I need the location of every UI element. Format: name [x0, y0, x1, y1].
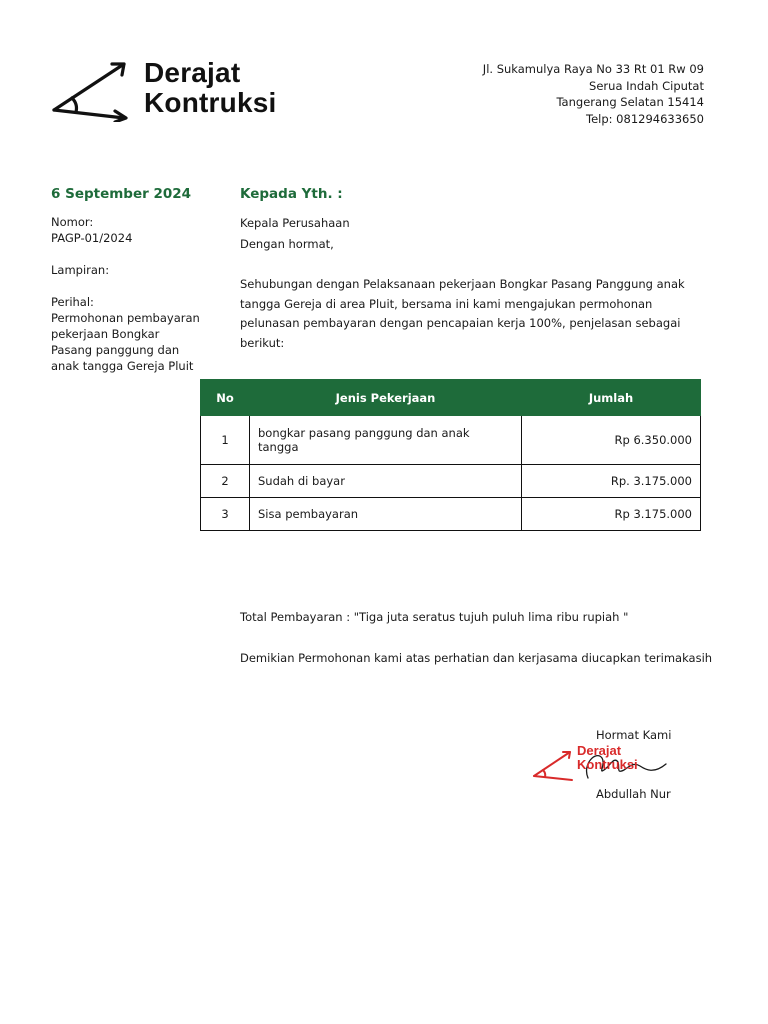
stamp-text — [577, 744, 638, 772]
letter-meta — [51, 214, 201, 390]
letter-date: 6 September 2024 — [51, 186, 192, 202]
closing-sentence: Demikian Permohonan kami atas perhatian dan kerjasama diucapkan terimakasih — [240, 651, 713, 665]
recipient-heading: Kepada Yth. : — [240, 186, 343, 202]
row-item: Sisa pembayaran — [250, 498, 522, 531]
table-header-row — [201, 380, 701, 416]
row-amount: Rp. 3.175.000 — [522, 465, 701, 498]
address-line: Serua Indah Ciputat — [589, 78, 704, 93]
company-name — [144, 58, 276, 118]
perihal-label: Perihal: — [51, 295, 94, 309]
table-row — [201, 416, 701, 465]
nomor-value: PAGP-01/2024 — [51, 231, 133, 245]
company-name-line2: Kontruksi — [144, 87, 277, 118]
company-stamp — [530, 744, 680, 784]
company-name-line1: Derajat — [144, 57, 241, 88]
row-item: Sudah di bayar — [250, 465, 522, 498]
table-row — [201, 465, 701, 498]
signature-block — [530, 728, 710, 808]
stamp-line2: Kontruksi — [577, 757, 638, 772]
table-row — [201, 498, 701, 531]
header-amount: Jumlah — [522, 380, 701, 416]
header-item: Jenis Pekerjaan — [250, 380, 522, 416]
regards-text: Hormat Kami — [596, 728, 672, 742]
angle-arrows-icon — [50, 60, 132, 122]
recipient: Kepala Perusahaan — [240, 216, 350, 230]
signer-name: Abdullah Nur — [596, 787, 671, 801]
address-line: Jl. Sukamulya Raya No 33 Rt 01 Rw 09 — [482, 62, 704, 76]
work-table — [200, 379, 701, 531]
stamp-line1: Derajat — [577, 743, 622, 758]
row-no: 1 — [201, 416, 250, 465]
greeting: Dengan hormat, — [240, 236, 334, 251]
total-payment: Total Pembayaran : "Tiga juta seratus tujuh puluh lima ribu rupiah " — [240, 610, 629, 624]
row-item: bongkar pasang panggung dan anak tangga — [250, 416, 522, 465]
nomor-label: Nomor: — [51, 215, 94, 229]
row-no: 2 — [201, 465, 250, 498]
lampiran-label: Lampiran: — [51, 263, 110, 277]
header-no: No — [201, 380, 250, 416]
letter-body — [240, 214, 710, 353]
intro-paragraph: Sehubungan dengan Pelaksanaan pekerjaan Bongkar Pasang Panggung anak tangga Gereja di area Pluit, bersama ini kami mengajukan permohonan pelunasan pembayaran dengan pencapaian kerja 100%, penjelasan sebagai berikut: — [240, 277, 685, 350]
row-no: 3 — [201, 498, 250, 531]
perihal-value: Permohonan pembayaran pekerjaan Bongkar Pasang panggung dan anak tangga Gereja Pluit — [51, 311, 200, 373]
company-address — [483, 61, 704, 127]
row-amount: Rp 3.175.000 — [522, 498, 701, 531]
phone-line: Telp: 081294633650 — [586, 111, 704, 126]
row-amount: Rp 6.350.000 — [522, 416, 701, 465]
company-logo — [50, 58, 340, 124]
address-line: Tangerang Selatan 15414 — [556, 95, 704, 109]
